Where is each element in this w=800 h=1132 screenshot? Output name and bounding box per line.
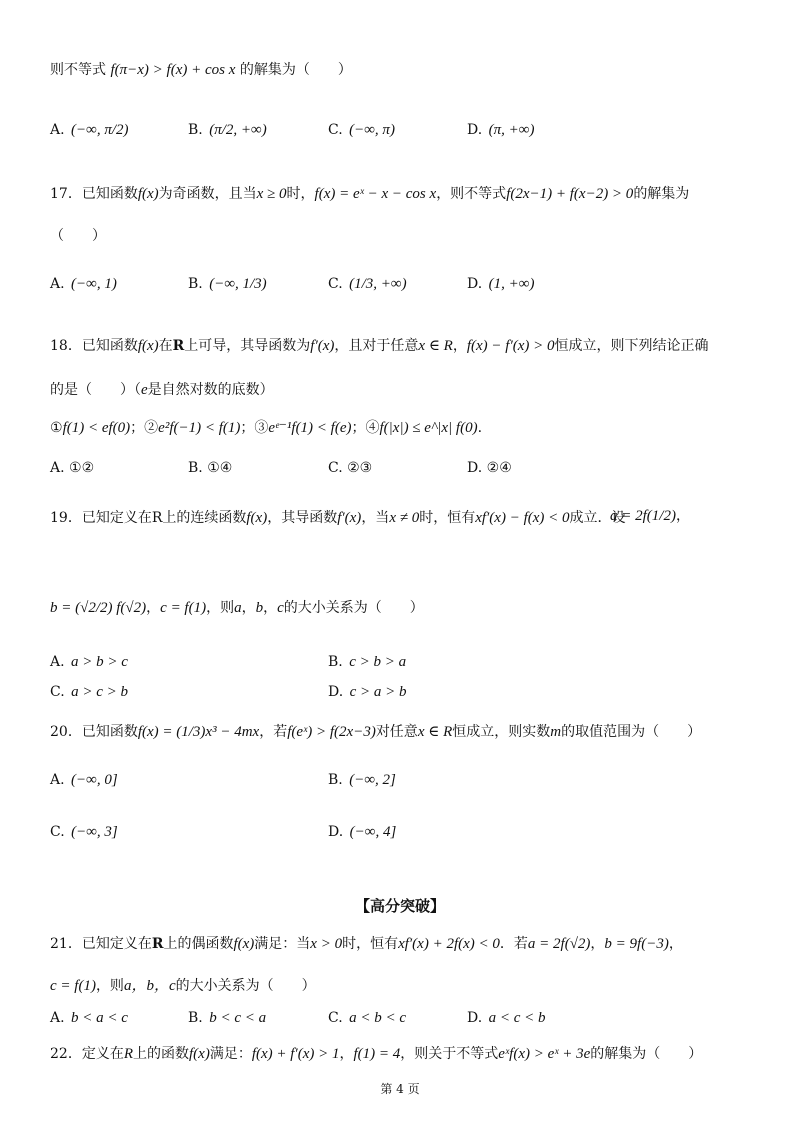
text: ， (241, 600, 256, 616)
text: ， (675, 508, 690, 524)
q17-option-d[interactable] (467, 274, 534, 294)
text: 已知函数 (81, 724, 138, 740)
option-value: ①② (69, 460, 95, 476)
text: 已知函数 (81, 338, 138, 354)
option-label: C. (328, 276, 343, 292)
option-value: b < a < c (71, 1010, 128, 1026)
text: 的大小关系为（ ） (283, 600, 424, 616)
option-value: (−∞, 3] (71, 824, 118, 840)
math: f(1) < ef(0) (62, 420, 131, 436)
text: 恒成立，则实数 (452, 724, 551, 740)
option-label: D. (467, 276, 483, 292)
text: 在 (158, 338, 173, 354)
question-number: 19． (50, 510, 82, 526)
option-label: D. (467, 460, 483, 476)
option-value: (−∞, 1) (71, 276, 117, 292)
q18-option-b[interactable] (188, 458, 232, 478)
option-value: (−∞, 4] (349, 824, 397, 840)
q18-option-c[interactable] (328, 458, 372, 478)
math: f(x) = (1/3)x³ − 4mx (137, 724, 260, 740)
text: 上的偶函数 (163, 936, 234, 952)
option-value: c > b > a (349, 654, 407, 670)
text: 是自然对数的底数） (147, 382, 274, 398)
option-value: a < b < c (349, 1010, 407, 1026)
text: ，当 (361, 510, 390, 526)
q19-option-d[interactable] (328, 682, 407, 702)
q19-stem (50, 508, 626, 528)
option-value: (π, +∞) (488, 122, 535, 138)
option-label: D. (328, 824, 344, 840)
math: f′(x) (310, 338, 335, 354)
section-title: 【高分突破】 (354, 897, 445, 915)
option-label: B. (328, 654, 343, 670)
question-number: 18． (50, 338, 82, 354)
math: f(x) (233, 936, 255, 952)
q20-option-b[interactable] (328, 770, 396, 790)
q19-option-a[interactable] (50, 652, 128, 672)
q16-stem (50, 60, 352, 80)
q19-a-def (610, 506, 690, 526)
option-label: A. (50, 122, 65, 138)
q17-option-a[interactable] (50, 274, 117, 294)
text: ， (452, 338, 467, 354)
text: 满足：当 (254, 936, 311, 952)
option-label: D. (328, 684, 344, 700)
q16-option-d[interactable] (467, 120, 534, 140)
q20-option-a[interactable] (50, 770, 118, 790)
option-value: (−∞, π) (349, 122, 395, 138)
q20-option-c[interactable] (50, 822, 118, 842)
q18-option-d[interactable] (467, 458, 512, 478)
q19-stem-2 (50, 598, 424, 618)
q16-option-b[interactable] (188, 120, 267, 140)
circled-number: ；② (130, 420, 159, 436)
text: ，则 (206, 600, 235, 616)
option-label: D. (467, 122, 483, 138)
q21-option-a[interactable] (50, 1008, 128, 1028)
option-label: B. (328, 772, 343, 788)
text: 上可导，其导函数为 (184, 338, 311, 354)
q17-paren (50, 226, 106, 246)
q16-option-a[interactable] (50, 120, 129, 140)
option-value: ②④ (486, 460, 512, 476)
math: f(x) − f′(x) > 0 (466, 338, 555, 354)
text: ， (263, 600, 278, 616)
text: 的是（ ）（ (50, 382, 141, 398)
math: c = f(1) (50, 978, 96, 994)
option-label: A. (50, 460, 65, 476)
text: 的解集为 (633, 186, 690, 202)
q17-stem (50, 184, 689, 204)
question-number: 22． (50, 1046, 82, 1062)
math: R (151, 510, 163, 526)
q21-option-c[interactable] (328, 1008, 406, 1028)
option-value: (−∞, π/2) (71, 122, 129, 138)
text: 为奇函数，且当 (158, 186, 257, 202)
text: ，且对于任意 (334, 338, 419, 354)
text: 时，恒有 (342, 936, 399, 952)
q21-stem-2 (50, 976, 316, 996)
math: e²f(−1) < f(1) (158, 420, 241, 436)
math: x > 0 (310, 936, 343, 952)
math: a，b，c (123, 978, 176, 994)
option-label: C. (50, 824, 65, 840)
option-label: A. (50, 276, 65, 292)
q16-inequality: f(π−x) > f(x) + cos x (110, 62, 236, 78)
option-label: A. (50, 772, 65, 788)
option-label: D. (467, 1010, 483, 1026)
math: b = (√2/2) f(√2) (50, 600, 147, 616)
math: f(x) + f′(x) > 1 (251, 1046, 340, 1062)
math: xf′(x) − f(x) < 0 (475, 510, 570, 526)
option-value: a > c > b (71, 684, 129, 700)
option-value: (π/2, +∞) (209, 122, 267, 138)
q20-stem (50, 722, 701, 742)
option-label: C. (328, 1010, 343, 1026)
q16-option-c[interactable] (328, 120, 395, 140)
math: x ≥ 0 (256, 186, 287, 202)
text: 时， (286, 186, 315, 202)
math: R (151, 936, 164, 952)
circled-number: ；④ (351, 420, 380, 436)
option-value: (1, +∞) (488, 276, 535, 292)
text: ， (146, 600, 161, 616)
text: 已知定义在 (81, 510, 152, 526)
text: ，则不等式 (436, 186, 507, 202)
text: 恒成立，则下列结论正确 (554, 338, 709, 354)
text: 的大小关系为（ ） (175, 978, 316, 994)
question-number: 17． (50, 186, 82, 202)
q19-option-c[interactable] (50, 682, 128, 702)
text: 上的函数 (133, 1046, 189, 1062)
math: f(x) (137, 338, 159, 354)
math: b = 9f(−3) (604, 936, 669, 952)
option-value: a > b > c (71, 654, 128, 670)
question-number: 20． (50, 724, 82, 740)
text: 时，恒有 (419, 510, 476, 526)
option-value: (−∞, 1/3) (209, 276, 267, 292)
math: f′(x) (337, 510, 362, 526)
question-number: 21． (50, 936, 82, 952)
math: c = f(1) (160, 600, 207, 616)
text: 上的连续函数 (162, 510, 247, 526)
text: ， (590, 936, 605, 952)
option-value: c > a > b (349, 684, 407, 700)
option-value: ②③ (347, 460, 373, 476)
option-label: A. (50, 1010, 65, 1026)
text: ，其导函数 (267, 510, 338, 526)
math: xf′(x) + 2f(x) < 0 (398, 936, 500, 952)
option-label: B. (188, 1010, 203, 1026)
circled-number: ；③ (240, 420, 269, 436)
math: a = 2f(1/2) (610, 508, 676, 524)
math: a (234, 600, 242, 616)
option-label: C. (50, 684, 65, 700)
q21-stem (50, 934, 683, 954)
option-label: C. (328, 460, 343, 476)
text: . (477, 420, 483, 436)
math: R (172, 338, 185, 354)
math: eᵉ⁻¹f(1) < f(e) (268, 420, 352, 436)
page-footer: 第 4 页 (380, 1082, 420, 1096)
text: 已知定义在 (81, 936, 152, 952)
math: f(2x−1) + f(x−2) > 0 (506, 186, 634, 202)
text: 对任意 (375, 724, 418, 740)
text: 定义在 (81, 1046, 124, 1062)
q16-text: 则不等式 (50, 62, 106, 78)
option-value: (−∞, 0] (71, 772, 118, 788)
math: x ∈ R (417, 724, 453, 740)
q19-option-b[interactable] (328, 652, 406, 672)
text: 满足： (209, 1046, 252, 1062)
math: f(1) = 4 (353, 1046, 401, 1062)
q18-stem-2 (50, 380, 274, 400)
text: ，则关于不等式 (400, 1046, 499, 1062)
option-label: B. (188, 122, 203, 138)
math: f(x) = eˣ − x − cos x (314, 186, 437, 202)
option-value: (−∞, 2] (349, 772, 396, 788)
math: x ∈ R (418, 338, 453, 354)
math: f(x) (137, 186, 159, 202)
math: f(|x|) ≤ e^|x| f(0) (379, 420, 478, 436)
text: ．若 (499, 936, 528, 952)
math: R (123, 1046, 133, 1062)
option-label: B. (188, 460, 203, 476)
q18-statements (50, 418, 482, 438)
text: ， (339, 1046, 354, 1062)
q16-text2: 的解集为（ ） (239, 62, 352, 78)
math: c (277, 600, 284, 616)
q17-option-c[interactable] (328, 274, 407, 294)
option-value: ①④ (207, 460, 233, 476)
text: ， (668, 936, 683, 952)
math: eˣf(x) > eˣ + 3e (498, 1046, 591, 1062)
text: 的解集为（ ） (590, 1046, 703, 1062)
option-value: a < c < b (488, 1010, 546, 1026)
option-label: C. (328, 122, 343, 138)
math: f(x) (246, 510, 268, 526)
q20-option-d[interactable] (328, 822, 396, 842)
q18-stem (50, 336, 709, 356)
math: a = 2f(√2) (527, 936, 591, 952)
math: f(eˣ) > f(2x−3) (287, 724, 376, 740)
q18-option-a[interactable] (50, 458, 94, 478)
math: m (550, 724, 562, 740)
q21-option-b[interactable] (188, 1008, 266, 1028)
text: ，则 (95, 978, 124, 994)
option-label: A. (50, 654, 65, 670)
math: e (141, 382, 148, 398)
circled-number: ① (50, 420, 63, 436)
option-value: (1/3, +∞) (349, 276, 407, 292)
text: ，若 (259, 724, 288, 740)
answer-paren: （ ） (50, 228, 106, 244)
q21-option-d[interactable] (467, 1008, 546, 1028)
option-value: b < c < a (209, 1010, 267, 1026)
q22-stem (50, 1044, 702, 1064)
math: x ≠ 0 (389, 510, 420, 526)
text: 已知函数 (81, 186, 138, 202)
text: 成立．设 (569, 510, 626, 526)
math: f(x) (189, 1046, 210, 1062)
q17-option-b[interactable] (188, 274, 267, 294)
text: 的取值范围为（ ） (561, 724, 702, 740)
option-label: B. (188, 276, 203, 292)
math: b (255, 600, 264, 616)
